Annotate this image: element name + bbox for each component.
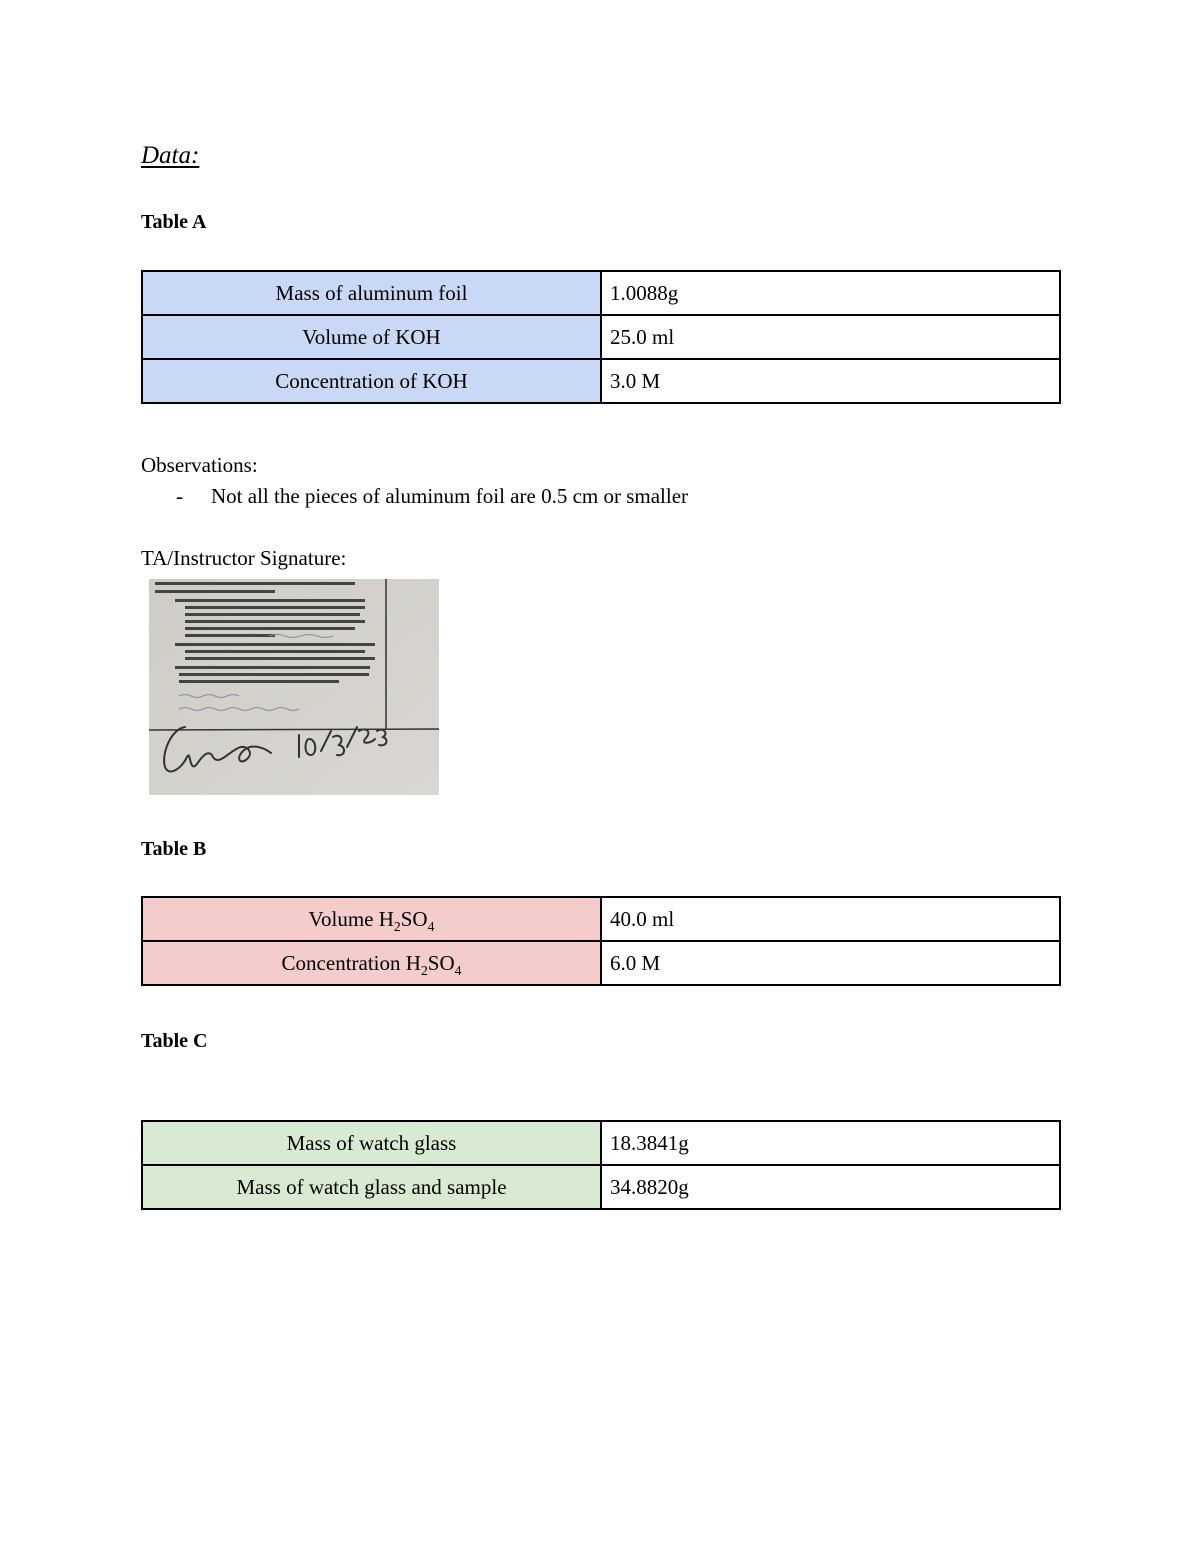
table-b-row-value: 6.0 M	[601, 941, 1060, 985]
table-row	[142, 271, 1060, 315]
table-row	[142, 1165, 1060, 1209]
table-c	[141, 1120, 1061, 1210]
table-a-row-value: 3.0 M	[601, 359, 1060, 403]
table-row	[142, 897, 1060, 941]
table-a-row-label: Mass of aluminum foil	[142, 271, 601, 315]
table-row	[142, 941, 1060, 985]
list-item: - Not all the pieces of aluminum foil are 0.5 cm or smaller	[176, 484, 689, 508]
observations-list	[176, 484, 688, 509]
table-a-row-label: Volume of KOH	[142, 315, 601, 359]
table-b	[141, 896, 1061, 986]
signature-label: TA/Instructor Signature:	[141, 546, 347, 570]
signature-photo-date: 10/5/23	[299, 755, 303, 756]
observation-text: Not all the pieces of aluminum foil are 0.5 cm or smaller	[211, 484, 689, 508]
table-c-row-value: 34.8820g	[601, 1165, 1060, 1209]
table-a	[141, 270, 1061, 404]
table-b-row-value: 40.0 ml	[601, 897, 1060, 941]
table-c-row-label: Mass of watch glass	[142, 1121, 601, 1165]
table-row	[142, 359, 1060, 403]
table-row	[142, 315, 1060, 359]
table-a-label: Table A	[141, 211, 207, 233]
table-a-row-label: Concentration of KOH	[142, 359, 601, 403]
table-c-row-value: 18.3841g	[601, 1121, 1060, 1165]
table-a-row-value: 25.0 ml	[601, 315, 1060, 359]
table-b-row-label: Volume $H_2SO_4$	[142, 897, 601, 941]
table-a-row-value: 1.0088g	[601, 271, 1060, 315]
table-c-label: Table C	[141, 1030, 208, 1052]
table-c-row-label: Mass of watch glass and sample	[142, 1165, 601, 1209]
table-row	[142, 1121, 1060, 1165]
table-b-label: Table B	[141, 838, 207, 860]
signature-photo	[149, 579, 439, 795]
table-b-row-label: Concentration $H_2SO_4$	[142, 941, 601, 985]
signature-photo-image	[149, 579, 439, 795]
page-heading: Data:	[141, 142, 200, 169]
observations-label: Observations:	[141, 453, 258, 477]
